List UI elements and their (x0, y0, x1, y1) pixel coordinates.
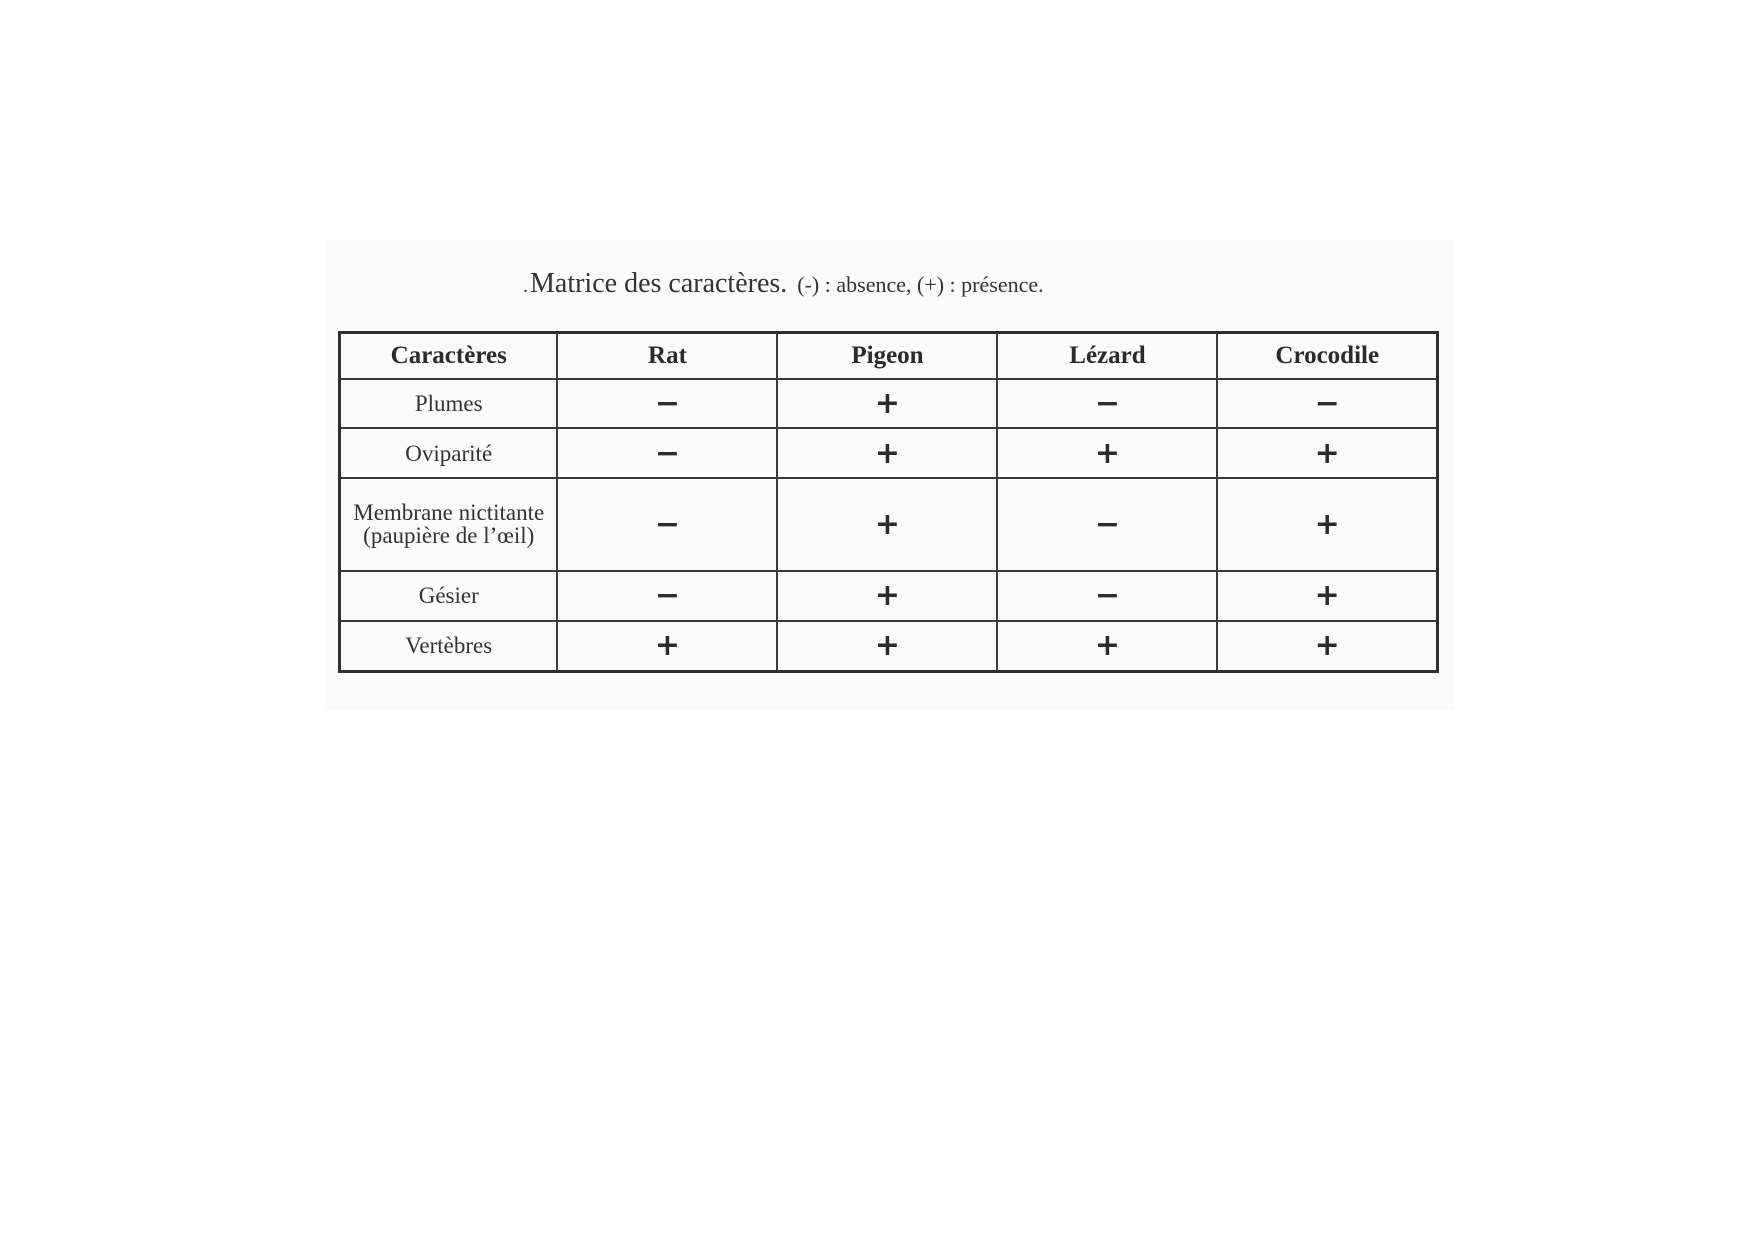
caption-legend: (-) : absence, (+) : présence. (797, 272, 1044, 297)
cell-mark: + (1217, 571, 1437, 621)
header-species-crocodile: Crocodile (1217, 333, 1437, 379)
table-row-gesier (340, 571, 1438, 621)
row-label: Membrane nictitante (paupière de l’œil) (340, 478, 558, 571)
row-label: Vertèbres (340, 621, 558, 672)
caption-title: Matrice des caractères. (530, 268, 788, 299)
header-row (340, 333, 1438, 379)
cell-mark: + (997, 428, 1217, 478)
cell-mark: − (557, 571, 777, 621)
character-matrix-table (338, 331, 1439, 673)
cell-mark: + (1217, 478, 1437, 571)
row-label: Gésier (340, 571, 558, 621)
cell-mark: − (1217, 379, 1437, 429)
cell-mark: + (777, 571, 997, 621)
cell-mark: − (997, 478, 1217, 571)
header-species-lezard: Lézard (997, 333, 1217, 379)
header-characters: Caractères (340, 333, 558, 379)
table-row-oviparite (340, 428, 1438, 478)
table-row-vertebres (340, 621, 1438, 672)
cell-mark: − (557, 379, 777, 429)
cell-mark: − (557, 428, 777, 478)
cell-mark: + (777, 428, 997, 478)
cell-mark: + (997, 621, 1217, 672)
table-row-plumes (340, 379, 1438, 429)
cell-mark: + (777, 478, 997, 571)
cell-mark: + (557, 621, 777, 672)
cell-mark: − (997, 571, 1217, 621)
header-species-pigeon: Pigeon (777, 333, 997, 379)
cell-mark: + (1217, 428, 1437, 478)
row-label: Oviparité (340, 428, 558, 478)
row-label: Plumes (340, 379, 558, 429)
header-species-rat: Rat (557, 333, 777, 379)
caption-dot: . (523, 275, 528, 297)
table-caption (523, 268, 1044, 300)
cell-mark: − (997, 379, 1217, 429)
cell-mark: + (777, 621, 997, 672)
cell-mark: + (777, 379, 997, 429)
cell-mark: − (557, 478, 777, 571)
table-row-membrane (340, 478, 1438, 571)
cell-mark: + (1217, 621, 1437, 672)
